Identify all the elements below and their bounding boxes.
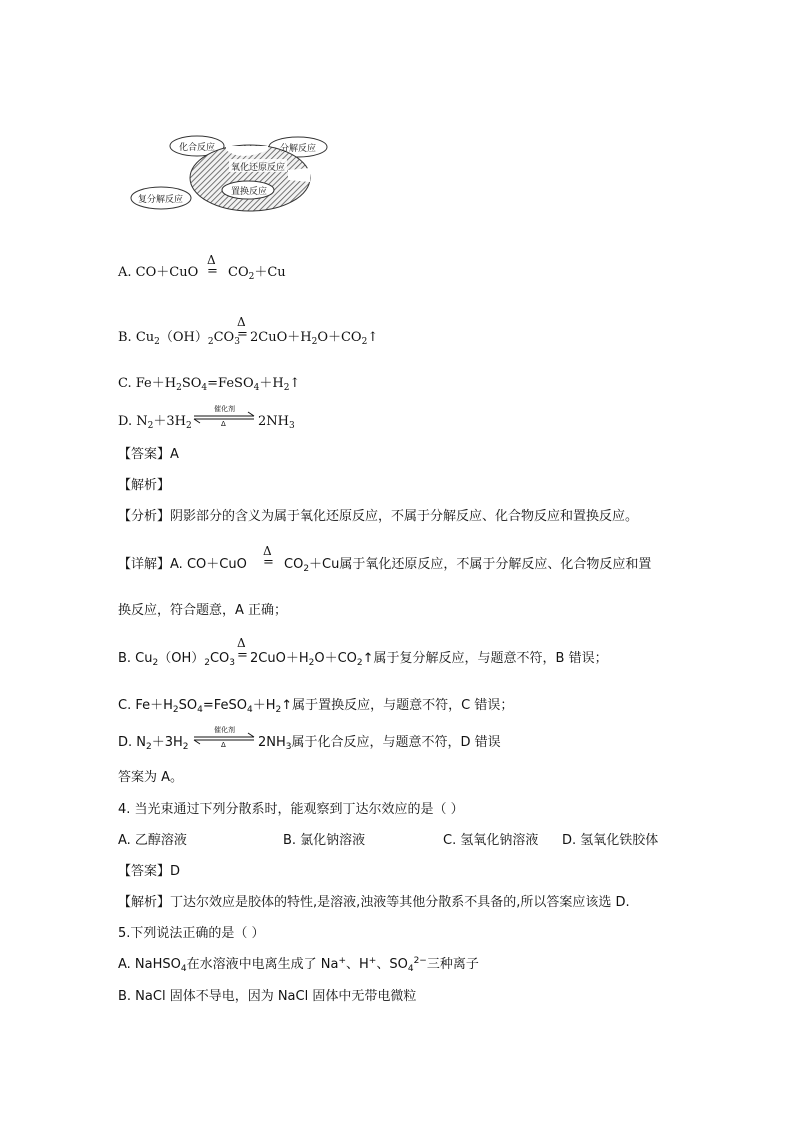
label-redox: 氧化还原反应 bbox=[231, 163, 286, 173]
q4-option-b: B. 氯化钠溶液 bbox=[283, 833, 366, 848]
reversible-arrow-d: 催化剂 Δ bbox=[192, 405, 256, 429]
option-d: D. $N_2+3H_2$ bbox=[118, 414, 192, 431]
q4-stem: 4. 当光束通过下列分散系时，能观察到丁达尔效应的是（ ） bbox=[118, 802, 464, 817]
q5-option-a: A. NaHSO$_4$在水溶液中电离生成了 Na+、H+、$SO_4^{2-}$三种离子 bbox=[118, 956, 479, 974]
label-double-decomposition: 复分解反应 bbox=[138, 195, 184, 205]
reaction-classification-diagram bbox=[128, 132, 338, 212]
q4-analysis: 【解析】丁达尔效应是胶体的特性,是溶液,浊液等其他分散系不具备的,所以答案应该选 D. bbox=[118, 895, 630, 910]
option-a: A. CO＋CuO bbox=[118, 265, 199, 280]
delta-a: Δ bbox=[207, 253, 216, 267]
delta-xa: Δ bbox=[263, 544, 272, 558]
label-displacement: 置换反应 bbox=[231, 187, 268, 197]
xiangjie-c: C. $Fe+H_2SO_4=FeSO_4+H_2↑$属于置换反应，与题意不符，C 错误； bbox=[118, 698, 514, 715]
option-b-products: $2CuO+H_2O+CO_2↑$ bbox=[250, 330, 379, 347]
xiangjie-d: D. $N_2+3H_2$ bbox=[118, 735, 189, 752]
xiangjie-a: 【详解】A. CO＋CuO bbox=[118, 557, 247, 572]
xiangjie-b: B. $Cu_2(OH)_2CO_3$ bbox=[118, 651, 236, 668]
q4-option-c: C. 氢氧化钠溶液 bbox=[443, 833, 539, 848]
eq-xb: = bbox=[237, 648, 248, 663]
xiangjie-a-cont: 换反应，符合题意，A 正确； bbox=[118, 603, 288, 618]
conclusion-q3: 答案为 A。 bbox=[118, 770, 184, 785]
option-a-products: $CO_2+Cu$ bbox=[228, 265, 286, 282]
option-c: C. $Fe+H_2SO_4=FeSO_4+H_2↑$ bbox=[118, 376, 301, 393]
q4-answer: 【答案】D bbox=[118, 864, 181, 879]
overlap-white-right bbox=[288, 168, 310, 182]
eq-a: = bbox=[207, 264, 218, 279]
label-decomposition: 分解反应 bbox=[280, 144, 317, 154]
answer-q3: 【答案】A bbox=[118, 447, 179, 462]
option-d-products: $2NH_3$ bbox=[258, 414, 295, 431]
eq-xa: = bbox=[263, 555, 274, 570]
label-combination: 化合反应 bbox=[179, 143, 216, 153]
q5-option-b: B. NaCl 固体不导电，因为 NaCl 固体中无带电微粒 bbox=[118, 989, 417, 1004]
q5-stem: 5.下列说法正确的是（ ） bbox=[118, 926, 265, 941]
xiangjie-b-rest: $2CuO+H_2O+CO_2↑$属于复分解反应，与题意不符，B 错误； bbox=[250, 651, 608, 668]
analysis-q3-label: 【解析】 bbox=[118, 478, 171, 493]
eq-b: = bbox=[237, 327, 248, 342]
delta-xb: Δ bbox=[237, 636, 246, 650]
option-b: B. $Cu_2(OH)_2CO_3$ bbox=[118, 330, 240, 347]
reversible-arrow-xd: 催化剂 Δ bbox=[192, 726, 256, 750]
q4-option-d: D. 氢氧化铁胶体 bbox=[562, 833, 659, 848]
xiangjie-d-rest: $2NH_3$属于化合反应，与题意不符，D 错误 bbox=[258, 735, 501, 752]
delta-b: Δ bbox=[237, 315, 246, 329]
fenxi-line: 【分析】阴影部分的含义为属于氧化还原反应，不属于分解反应、化合物反应和置换反应。 bbox=[118, 509, 639, 524]
q4-option-a: A. 乙醇溶液 bbox=[118, 833, 187, 848]
xiangjie-a-rest: $CO_2+Cu$属于氧化还原反应，不属于分解反应、化合物反应和置 bbox=[284, 557, 652, 574]
